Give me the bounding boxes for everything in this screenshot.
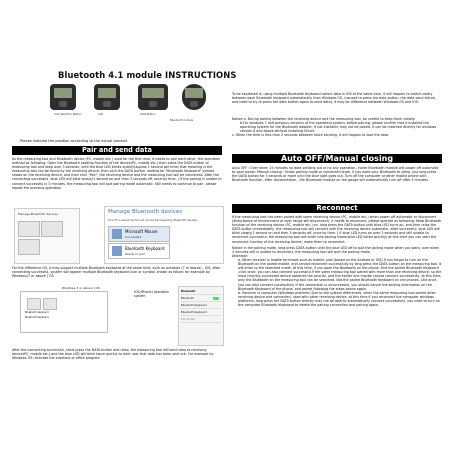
win-large-title: Manage Bluetooth devices	[108, 209, 183, 215]
reconnect-notice: Notice in the pairing mode, long press DATA button until the blue LED off to quit the pairing mode when you want, over when 2 minutes still is unable to reconnect, the measuring tool will quit the pairing mode.	[232, 245, 440, 254]
win-small-tile	[18, 239, 40, 255]
pair-heading: Pair and send data	[12, 146, 222, 155]
keyboard-icon	[27, 298, 41, 310]
attention-b: b. Receiver is computer (Windows platform) Due to the system differences, when the same measuring tool paired other receiving device and connected, used with other receiving device, at this time if you reconnect the computer windows platforms, long press the DATA button directly may not be able to automatically connect successfully, you need to turn on the computer Bluetooth Keyboard to delete the pairing connection and pairing again.	[238, 290, 440, 307]
win-small-tile	[41, 221, 63, 237]
reconnect-body: If the measuring tool has been paired with some receiving device (PC, mobile etc.) when power off automatic or disconnect (disturbance of environment or over range will disconnect), it needs to reconnect, please operate as following: Keep Bluetooth function of the receiving device (PC, mobile etc.) on, long press the DATA button until blue LED turns on, and then relax the DATA button immediately, the measuring tool will connect with the receiving device automatic, after successful, blue LED will blink slowly(1 second on and then 3 seconds off, once by time. ) If blue LED turns on over 3 seconds and still unable to reconnect successful, the measuring tool will enter into pairing mode(blue LED blinks quickly) at this time you can start the reconnect function of the receiving device, make them to reconnect.	[232, 215, 442, 244]
gauge-device-image	[138, 84, 168, 110]
device-row[interactable]	[108, 226, 170, 242]
position-note: Please indicate the position according to the actual product	[20, 139, 128, 143]
device1-name: Microsoft Mouse	[125, 229, 158, 234]
ios-switch-text: To be explained is, using multiple Bluetooth Keyboard collect data in IOS at the same time, it will happen to switch slowly between each Bluetooth keyboard automatically than Windows OS, (caused to press the data button, the data send failure, and need to try to press the data button again to send data), it may be difference between Windows OS and IOS.	[232, 92, 436, 105]
document-title: Bluetooth 4.1 module INSTRUCTIONS	[58, 70, 237, 80]
dial-device-image	[182, 84, 206, 110]
label-bluetooth-module: Bluetooth module	[170, 119, 194, 122]
after-connect-text: After the connecting successful, short press the DATA button and relax, the measuring tool will send data to receiving device(PC, mobile etc.) and the blue LED will blink twice quickly to alert user that data has been sent out. For example by Windows OS: Activate the interface of office program	[12, 348, 214, 361]
ios-screenshot	[178, 286, 224, 346]
mouse-icon	[112, 229, 122, 239]
keyboard-icon	[43, 298, 57, 310]
device2-status: Ready to pair	[125, 252, 146, 256]
label-lcd: LCD	[98, 113, 104, 116]
keyboard-icon	[112, 246, 122, 256]
notice-a: Notice a. During pairing between the receiving device and the measuring tool, be careful to keep them closely.	[232, 117, 416, 121]
caliper-device-image	[50, 84, 76, 110]
ios-header: Bluetooth	[181, 289, 221, 295]
micrometer-device-image	[94, 84, 120, 110]
attention-label: Attention:	[232, 253, 249, 258]
label-unit-button: Unit Selection Button	[54, 113, 82, 116]
pair-text: As the measuring tool and Bluetooth device (PC, mobile etc.) used for the first time, it needs to pair each other, the operation method as following. Open the Bluetooth seeking function of the device(PC, mobile etc.) then press the DATA button of measuring tool and keep over 3 seconds, until the blue LED blinks quickly(approx 1 second per time) that meaning is the measuring tool can be found by the receiving device, then click the DATA button, waiting for "Bluetooth Keyboard" symbol shows on the receiving device, and then click "Pair", the receiving device and the measuring tool will be connected. After the connecting successful, blue LED will blink slowly(1 second on and then 3 seconds off, once by time. ) If the pairing is unable to connect successful in 5 minutes, the measuring tool will quit pairing mode automatic. Still needs to continue to pair, please repeat the previous operation.	[12, 157, 222, 190]
reconnect-heading: Reconnect	[232, 204, 442, 213]
notice-b: b.For windows 7 and previous versions of the operating system, before pairing, please confirm that it installed the operating system for the Bluetooth adapter, if not installed, may not be paired. It can be matched directly for windows version 8 and above without installing Driver.	[240, 121, 437, 134]
notice-c: c. When the time is less than 2 seconds between twice sending, it will happen to lose the data.	[232, 133, 390, 138]
win7-label: Windows 7 or above ) OS	[62, 286, 100, 290]
win7-item: Bluetooth Keyboard	[25, 316, 49, 319]
auto-off-heading: Auto OFF/Manual closing	[232, 154, 442, 163]
ios-status: Connected	[181, 317, 221, 323]
device-row[interactable]	[108, 243, 170, 259]
attention-a: a. When receiver is mobile terminals such as mobile ,pad (based on the Android or IOS) If you forgot to turn on the Bluetooth on the paired mobile, and cannot reconnect successfully by long press the DATA button on the measuring tool, it will enter to the searched mode. At this time, if you open the Bluetooth on the phone, find the paired Bluetooth Keyboard ,click once, you can also connect successful.If the same measuring tool paired with more than one receiving device, so the most recently connected device obtained the priority, and the earlier one maybe cannot connect successfully, at this time, only the Bluetooth on the measuring tool can be searched. Not the paired Bluetooth Keyboard on cell phones. Like once, you can also connect successfully. If the connection is unsuccessful, you should cancel the pairing information on the Bluetooth Keyboard of the phone, and paired following the steps above again.	[238, 257, 442, 291]
ios-row[interactable]: Bluetooth	[181, 296, 221, 302]
label-data-button: Data Button	[140, 113, 156, 116]
device2-name: Bluetooth Keyboard	[125, 246, 165, 251]
difference-text: For the difference OS, it may support multiple Bluetooth keyboard at the same time, such as windows (7 or above) , IOS, after connecting successful, system will appear multiple Bluetooth keyboard icon or symbol, shown as follow: for example by Windows(7 or above ) OS	[12, 266, 221, 279]
win7-screenshot	[20, 291, 108, 333]
win-screenshot-large	[104, 206, 224, 264]
notice-block	[232, 117, 442, 137]
win-small-title: Manage Bluetooth devices	[18, 212, 58, 216]
win7-item: Bluetooth Keyboard	[25, 311, 49, 314]
ios-row[interactable]: Bluetooth Keyboard	[181, 303, 221, 309]
auto-off-text: Auto OFF : Over when 15 minutes no data sending out or no any operation, inside Bluetooth module will power off automatic to save power. Manual closing : Under pairing mode or connected state, if you want your Bluetooth to sleep, just long press the DATA button for 3 seconds or more until the blue light goes out. Turn off the computer or other mobile phone with Bluetooth function, after disconnection , the Bluetooth module on the gauge will automatically turn off after 3 minutes.	[232, 166, 439, 183]
device1-status: Connected	[125, 235, 142, 239]
win-screenshot-small	[14, 208, 80, 264]
ios-label: IOS(iPhone) operation system	[134, 290, 170, 298]
win-small-tile	[18, 221, 40, 237]
product-images	[50, 84, 210, 130]
reconnect-text	[232, 215, 442, 307]
ios-row[interactable]: Bluetooth Keyboard	[181, 310, 221, 316]
bluetooth-toggle[interactable]	[213, 297, 219, 300]
win-searching-text: Your PC is searching for and can be discovered by Bluetooth devices.	[108, 219, 198, 222]
